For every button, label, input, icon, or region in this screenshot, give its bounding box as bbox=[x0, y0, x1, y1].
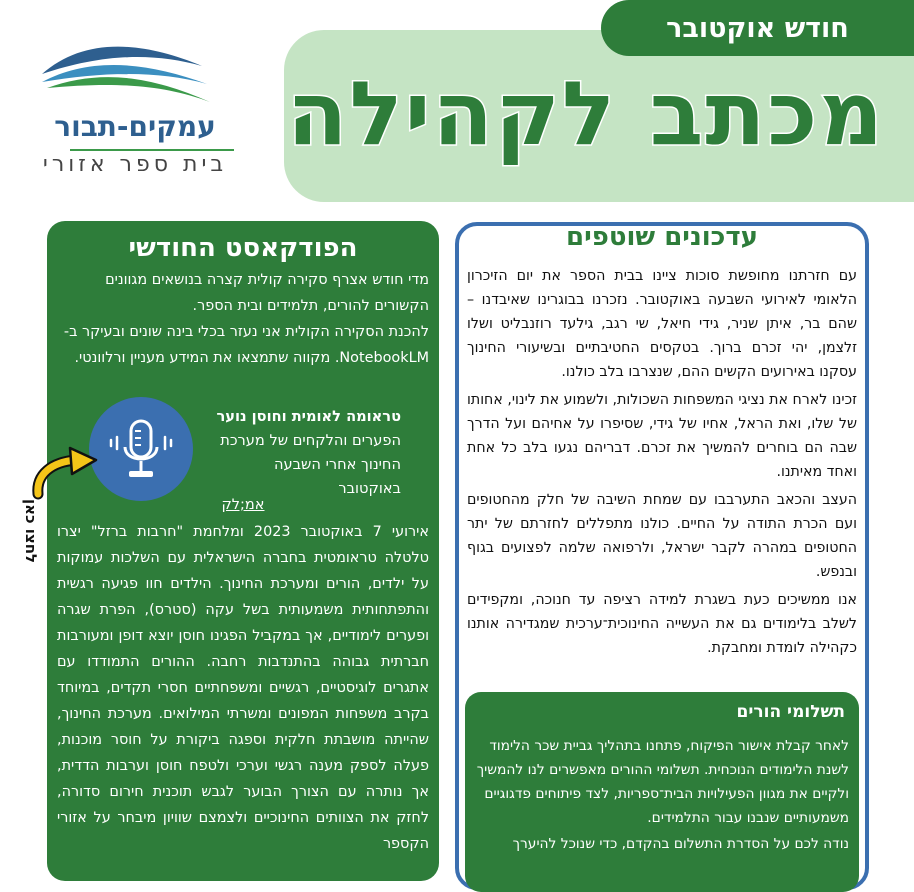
podcast-play-button[interactable] bbox=[89, 397, 193, 501]
updates-text bbox=[467, 264, 857, 664]
parents-text bbox=[475, 734, 849, 858]
updates-paragraph: עם חזרתנו מחופשת סוכות ציינו בבית הספר את יום הזיכרון הלאומי לאירועי השבעה באוקטובר. נזכרנו בבוגרינו שאיבדנו – שהם בר, איתן שניר, גידי חיאל, שי רגב, גילעד רוזנבליט ושלו זלצמן, יהי זכרם ברוך. בטקסים החטיבתיים ובשיעורי החינוך עסקנו באירועים הקשים ההם, שנצרבו בלב כולנו. bbox=[467, 268, 857, 380]
episode-title: טראומה לאומית וחוסן נוער bbox=[216, 408, 401, 425]
school-logo bbox=[30, 44, 250, 184]
logo-divider bbox=[70, 149, 234, 151]
curved-arrow-icon bbox=[30, 442, 100, 502]
podcast-section bbox=[47, 221, 439, 881]
wave-logo-icon bbox=[42, 44, 212, 114]
updates-paragraph: העצב והכאב התערבבו עם שמחת השיבה של חלק מהחטופים ועם הכרת התודה על החיים. כולנו מתפללים לחזרתם של יתר החטופים במהרה לקבר ישראל, ולרפואה שלמה לפצועים בגוף ובנפש. bbox=[467, 492, 857, 580]
microphone-icon bbox=[89, 397, 193, 501]
podcast-intro-paragraph: להכנת הסקירה הקולית אני נעזר בכלי בינה שונים ובעיקר ב- NotebookLM. מקווה שתמצאו את המידע מעניין ורלוונטי. bbox=[63, 324, 429, 366]
parents-heading: תשלומי הורים bbox=[736, 702, 845, 722]
updates-section bbox=[455, 222, 869, 890]
updates-paragraph: זכינו לארח את נציגי המשפחות השכולות, ולשמוע את לינוי, אחותו של שלו, ואת הראל, אחיו של גידי, שסיפרו על אחיהם ועל הדרך שבה הם בוחרים להמשיך את זכרם. דבריהם נגעו בלב כל אחת ואחד מאיתנו. bbox=[467, 392, 857, 480]
podcast-heading: הפודקאסט החודשי bbox=[128, 233, 358, 263]
page-title: מכתב לקהילה bbox=[286, 61, 886, 165]
updates-paragraph: אנו ממשיכים כעת בשגרת למידה רציפה עד חנוכה, ומקפידים לשלב בלימודים גם את העשייה החינוכית־ערכית שמגדירה אותנו כקהילה לומדת ומחבקת. bbox=[467, 592, 857, 656]
podcast-intro-paragraph: מדי חודש אצרף סקירה קולית קצרה בנושאים מגוונים הקשורים להורים, תלמידים ובית הספר. bbox=[105, 272, 429, 314]
parents-paragraph: לאחר קבלת אישור הפיקוח, פתחנו בתהליך גביית שכר הלימוד לשנת הלימודים הנוכחית. תשלומי ההורים מאפשרים לנו להמשיך ולקיים את מגוון הפעילויות הבית־ספריות, לצד פיתוחים פדגוגיים משמעותיים שנבנו עבור התלמידים. bbox=[476, 738, 849, 826]
podcast-intro bbox=[57, 267, 429, 371]
month-label: חודש אוקטובר bbox=[601, 0, 914, 56]
episode-info bbox=[211, 405, 401, 501]
logo-name: עמקים-תבור bbox=[54, 110, 216, 143]
logo-subtitle: בית ספר אזורי bbox=[42, 152, 228, 177]
parents-payments-box bbox=[465, 692, 859, 892]
episode-description: הפערים והלקחים של מערכת החינוך אחרי השבעה באוקטובר bbox=[220, 432, 401, 497]
podcast-summary: אירועי 7 באוקטובר 2023 ומלחמת "חרבות ברזל" יצרו טלטלה טראומטית בחברה הישראלית עם השלכות עמוקות על ילדים, הורים ומערכת החינוך. הילדים חוו פגיעה רגשית והתפתחותית משמעותית בשל עקה (סטרס), הפרת שגרה ופערים לימודיים, אך במקביל הפגינו חוסן יוצא דופן ומעורבות חברתית גבוהה בהתנדבות רחבה. ההורים התמודדו עם אתגרים לוגיסטיים, רגשיים ומשפחתיים חסרי תקדים, במיוחד בקרב משפחות המפונים ומשרתי המילואים. מערכת החינוך, שהייתה מושבתת חלקית וספגה ביקורת על חוסר מוכנות, פעלה לספק מענה רגשי וערכי ולטפח חוסן וערבות הדדית, אך נותרה עם הצורך הבוער לגבש תוכנית חירום סדורה, לחזק את הצוותים החינוכיים ולצמצם שוויון מיבחר על אזורי הקספר bbox=[57, 524, 429, 852]
podcast-credit-link[interactable]: אמ;לק bbox=[221, 497, 265, 513]
parents-paragraph: נודה לכם על הסדרת התשלום בהקדם, כדי שנוכל להיערך bbox=[512, 836, 849, 852]
click-here-label[interactable]: לחצו כאן bbox=[22, 498, 40, 564]
updates-heading: עדכונים שוטפים bbox=[565, 222, 758, 252]
